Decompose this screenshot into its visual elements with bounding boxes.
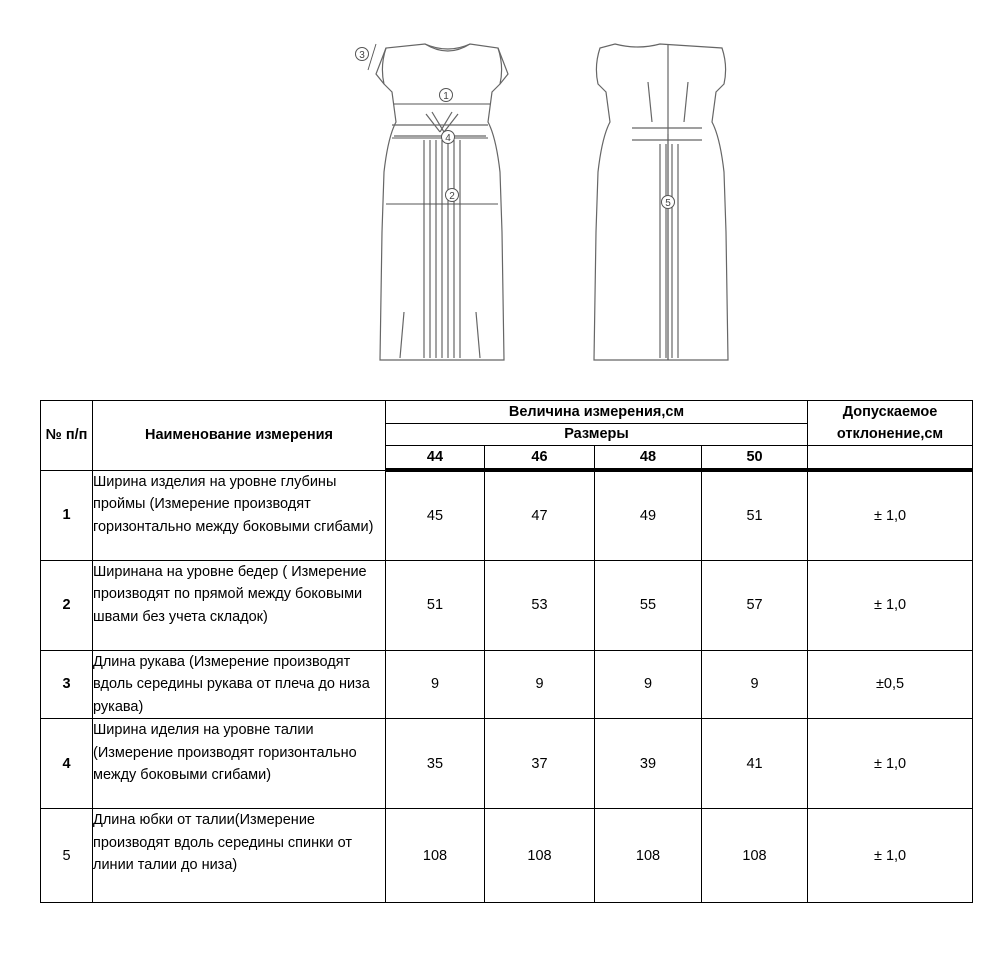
- value-cell: 108: [485, 809, 595, 903]
- measurement-name: Длина рукава (Измерение производят вдоль середины рукава от плеча до низа рукава): [93, 650, 386, 719]
- value-cell: 35: [386, 719, 485, 809]
- measurement-name: Ширинана на уровне бедер ( Измерение производят по прямой между боковыми швами без учета складок): [93, 560, 386, 650]
- value-cell: 51: [386, 560, 485, 650]
- front-hem-slit: [400, 312, 480, 358]
- value-cell: 49: [595, 470, 702, 560]
- measurements-table: [40, 400, 973, 903]
- measurement-name: Длина юбки от талии(Измерение производят вдоль середины спинки от линии талии до низа): [93, 809, 386, 903]
- front-neckline: [425, 44, 470, 51]
- size-header-48: 48: [595, 446, 702, 471]
- measure-line-3: [368, 44, 376, 70]
- col-header-sizes-group: Размеры: [386, 423, 808, 446]
- value-cell: 39: [595, 719, 702, 809]
- tolerance-cell: ±0,5: [808, 650, 973, 719]
- marker-2-label: 2: [449, 191, 455, 202]
- value-cell: 37: [485, 719, 595, 809]
- size-header-46: 46: [485, 446, 595, 471]
- tolerance-cell: ± 1,0: [808, 560, 973, 650]
- table-row: [41, 719, 973, 809]
- value-cell: 108: [595, 809, 702, 903]
- back-waist-band: [632, 128, 702, 140]
- marker-5-label: 5: [665, 198, 671, 209]
- tolerance-cell: ± 1,0: [808, 470, 973, 560]
- back-dart-left: [648, 82, 652, 122]
- value-cell: 9: [702, 650, 808, 719]
- front-right-sleeve: [498, 48, 508, 84]
- row-number: 3: [41, 650, 93, 719]
- col-header-tolerance: Допускаемое отклонение,см: [808, 401, 973, 446]
- value-cell: 45: [386, 470, 485, 560]
- marker-1-label: 1: [443, 91, 449, 102]
- table-row: [41, 470, 973, 560]
- measurement-name: Ширина изделия на уровне глубины проймы (Измерение производят горизонтально между боковыми сгибами): [93, 470, 386, 560]
- value-cell: 9: [595, 650, 702, 719]
- value-cell: 55: [595, 560, 702, 650]
- dress-technical-sketch: [340, 22, 760, 382]
- marker-3-label: 3: [359, 50, 365, 61]
- tolerance-cell: ± 1,0: [808, 809, 973, 903]
- row-number: 5: [41, 809, 93, 903]
- back-dart-right: [684, 82, 688, 122]
- size-header-44: 44: [386, 446, 485, 471]
- marker-4-label: 4: [445, 133, 451, 144]
- front-left-sleeve: [376, 48, 386, 84]
- value-cell: 108: [386, 809, 485, 903]
- table-row: [41, 650, 973, 719]
- value-cell: 51: [702, 470, 808, 560]
- value-cell: 53: [485, 560, 595, 650]
- measurement-name: Ширина иделия на уровне талии (Измерение производят горизонтально между боковыми сгибами): [93, 719, 386, 809]
- tolerance-cell: ± 1,0: [808, 719, 973, 809]
- col-header-name: Наименование измерения: [93, 401, 386, 471]
- table-row: [41, 560, 973, 650]
- row-number: 2: [41, 560, 93, 650]
- row-number: 1: [41, 470, 93, 560]
- table-row: [41, 809, 973, 903]
- col-header-number: № п/п: [41, 401, 93, 471]
- value-cell: 47: [485, 470, 595, 560]
- value-cell: 108: [702, 809, 808, 903]
- value-cell: 57: [702, 560, 808, 650]
- size-header-50: 50: [702, 446, 808, 471]
- col-header-value-group: Величина измерения,см: [386, 401, 808, 424]
- tolerance-header-empty-cell: [808, 446, 973, 471]
- row-number: 4: [41, 719, 93, 809]
- front-waist-band: [392, 125, 488, 136]
- back-pleats: [660, 144, 678, 358]
- value-cell: 9: [485, 650, 595, 719]
- value-cell: 9: [386, 650, 485, 719]
- value-cell: 41: [702, 719, 808, 809]
- dress-sketch-svg: [340, 22, 760, 382]
- front-pleats: [424, 140, 460, 358]
